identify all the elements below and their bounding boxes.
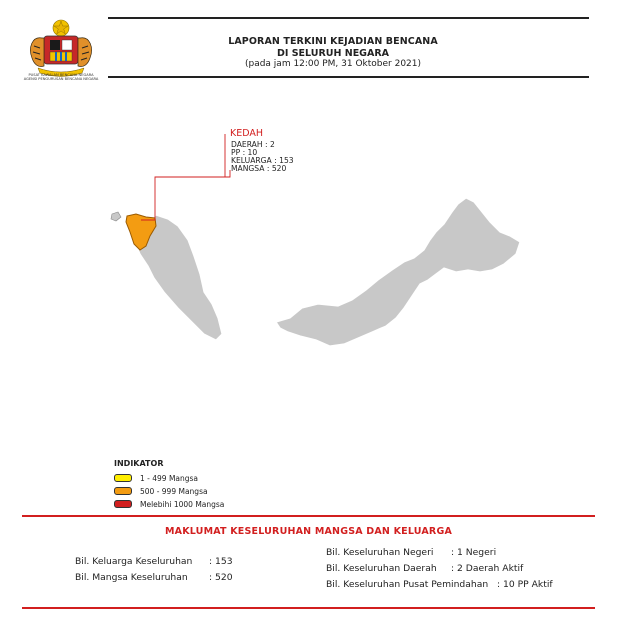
report-timestamp: (pada jam 12:00 PM, 31 Oktober 2021): [244, 59, 422, 69]
langkawi-island: [111, 212, 121, 221]
legend-swatch-red: [114, 500, 132, 508]
callout-details: [231, 141, 294, 173]
stat-label-mangsa: Bil. Mangsa Keseluruhan: [75, 572, 188, 583]
legend-label-high: Melebihi 1000 Mangsa: [140, 499, 225, 509]
stat-value-daerah: : 2 Daerah Aktif: [451, 563, 524, 574]
legend-label-mid: 500 - 999 Mangsa: [140, 486, 208, 496]
callout-mangsa: MANGSA : 520: [231, 164, 287, 173]
stat-label-keluarga: Bil. Keluarga Keseluruhan: [75, 556, 193, 567]
callout-daerah: DAERAH : 2: [231, 140, 275, 149]
agency-line-2: AGENSI PENGURUSAN BENCANA NEGARA: [23, 77, 99, 82]
stat-label-daerah: Bil. Keseluruhan Daerah: [326, 563, 437, 574]
report-title-line-2: DI SELURUH NEGARA: [276, 48, 390, 59]
summary-title: MAKLUMAT KESELURUHAN MANGSA DAN KELUARGA: [164, 526, 452, 537]
callout-keluarga: KELUARGA : 153: [231, 156, 294, 165]
stat-value-negeri: : 1 Negeri: [451, 547, 497, 558]
agency-line-1: PUSAT KAWALAN BENCANA NEGARA: [28, 73, 94, 77]
legend-item-mid: [114, 486, 208, 496]
stat-label-negeri: Bil. Keseluruhan Negeri: [326, 547, 434, 558]
east-malaysia[interactable]: [276, 198, 520, 346]
callout-pp: PP : 10: [231, 148, 258, 157]
legend-item-high: [114, 499, 224, 509]
stat-value-pusat-pemindahan: : 10 PP Aktif: [497, 579, 553, 590]
summary-bottom-rule: [22, 607, 595, 609]
legend-label-low: 1 - 499 Mangsa: [140, 473, 199, 483]
summary-top-rule: [22, 515, 595, 517]
stat-label-pusat-pemindahan: Bil. Keseluruhan Pusat Pemindahan: [326, 579, 489, 590]
legend-swatch-yellow: [114, 474, 132, 482]
report-title-line-1: LAPORAN TERKINI KEJADIAN BENCANA: [228, 36, 438, 47]
legend-title: INDIKATOR: [114, 459, 164, 468]
callout-state-name: KEDAH: [230, 128, 264, 139]
callout-leader-line: [141, 170, 230, 220]
stat-value-keluarga: : 153: [209, 556, 233, 567]
legend-item-low: [114, 473, 198, 483]
legend-swatch-orange: [114, 487, 132, 495]
stat-value-mangsa: : 520: [209, 572, 233, 583]
